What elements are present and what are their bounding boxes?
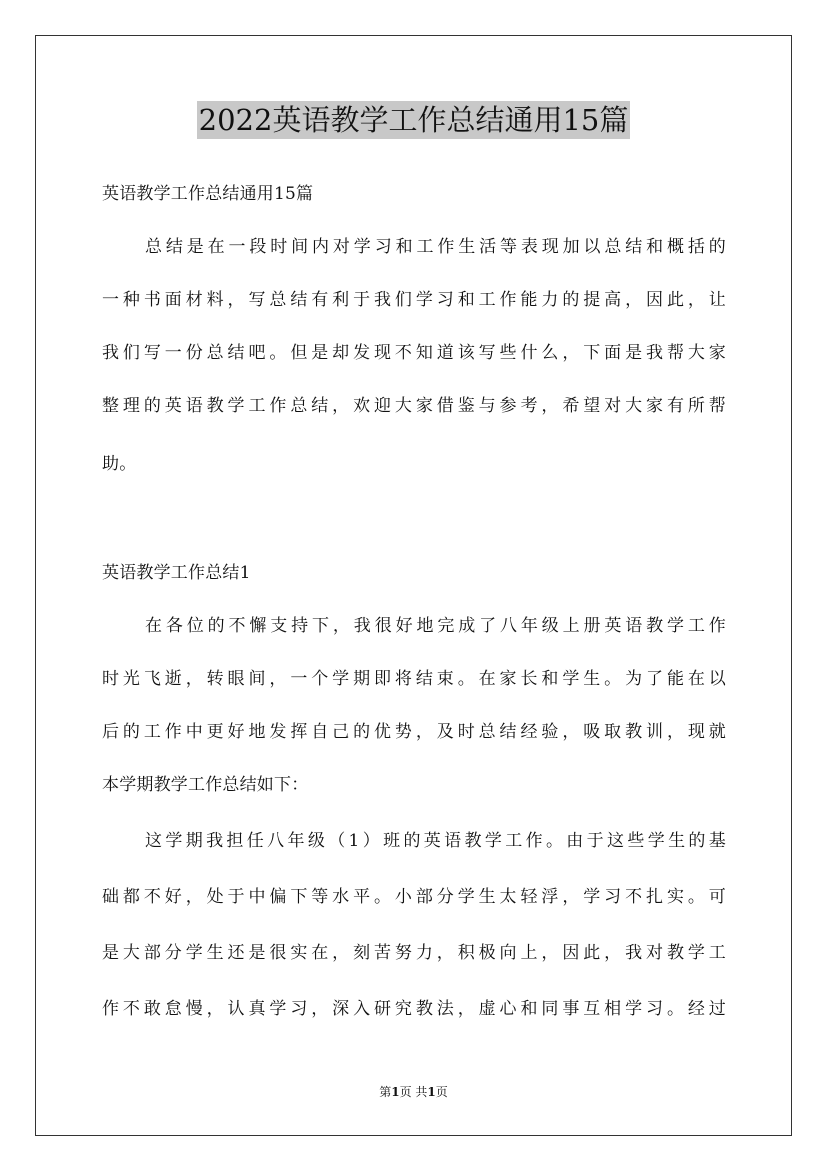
para2-line-2: 础都不好，处于中偏下等水平。小部分学生太轻浮，学习不扎实。可 (102, 887, 726, 907)
section-heading: 英语教学工作总结1 (102, 563, 251, 583)
intro-line-3: 我们写一份总结吧。但是却发现不知道该写些什么，下面是我帮大家 (102, 343, 726, 363)
para1-line-2: 时光飞逝，转眼间，一个学期即将结束。在家长和学生。为了能在以 (102, 669, 726, 689)
para1-line-4: 本学期教学工作总结如下： (102, 775, 309, 795)
document-title (0, 100, 827, 140)
document-subtitle: 英语教学工作总结通用15篇 (102, 184, 314, 204)
footer-page-number: 1 (391, 1085, 400, 1099)
intro-line-1: 总结是在一段时间内对学习和工作生活等表现加以总结和概括的 (145, 237, 726, 257)
page-footer (0, 1084, 827, 1100)
document-title-text: 2022英语教学工作总结通用15篇 (198, 103, 629, 137)
para2-line-1: 这学期我担任八年级（1）班的英语教学工作。由于这些学生的基 (145, 831, 726, 851)
para2-line-3: 是大部分学生还是很实在，刻苦努力，积极向上，因此，我对教学工 (102, 943, 726, 963)
footer-prefix: 第 (379, 1085, 392, 1099)
para1-line-3: 后的工作中更好地发挥自己的优势，及时总结经验，吸取教训，现就 (102, 722, 726, 742)
footer-mid: 页 共 (399, 1085, 428, 1099)
intro-line-4: 整理的英语教学工作总结，欢迎大家借鉴与参考，希望对大家有所帮 (102, 396, 726, 416)
footer-total-pages: 1 (427, 1085, 436, 1099)
para2-line-4: 作不敢怠慢，认真学习，深入研究教法，虚心和同事互相学习。经过 (102, 999, 726, 1019)
intro-line-5: 助。 (102, 454, 137, 474)
intro-line-2: 一种书面材料，写总结有利于我们学习和工作能力的提高，因此，让 (102, 290, 726, 310)
footer-suffix: 页 (435, 1085, 448, 1099)
para1-line-1: 在各位的不懈支持下，我很好地完成了八年级上册英语教学工作 (145, 616, 726, 636)
